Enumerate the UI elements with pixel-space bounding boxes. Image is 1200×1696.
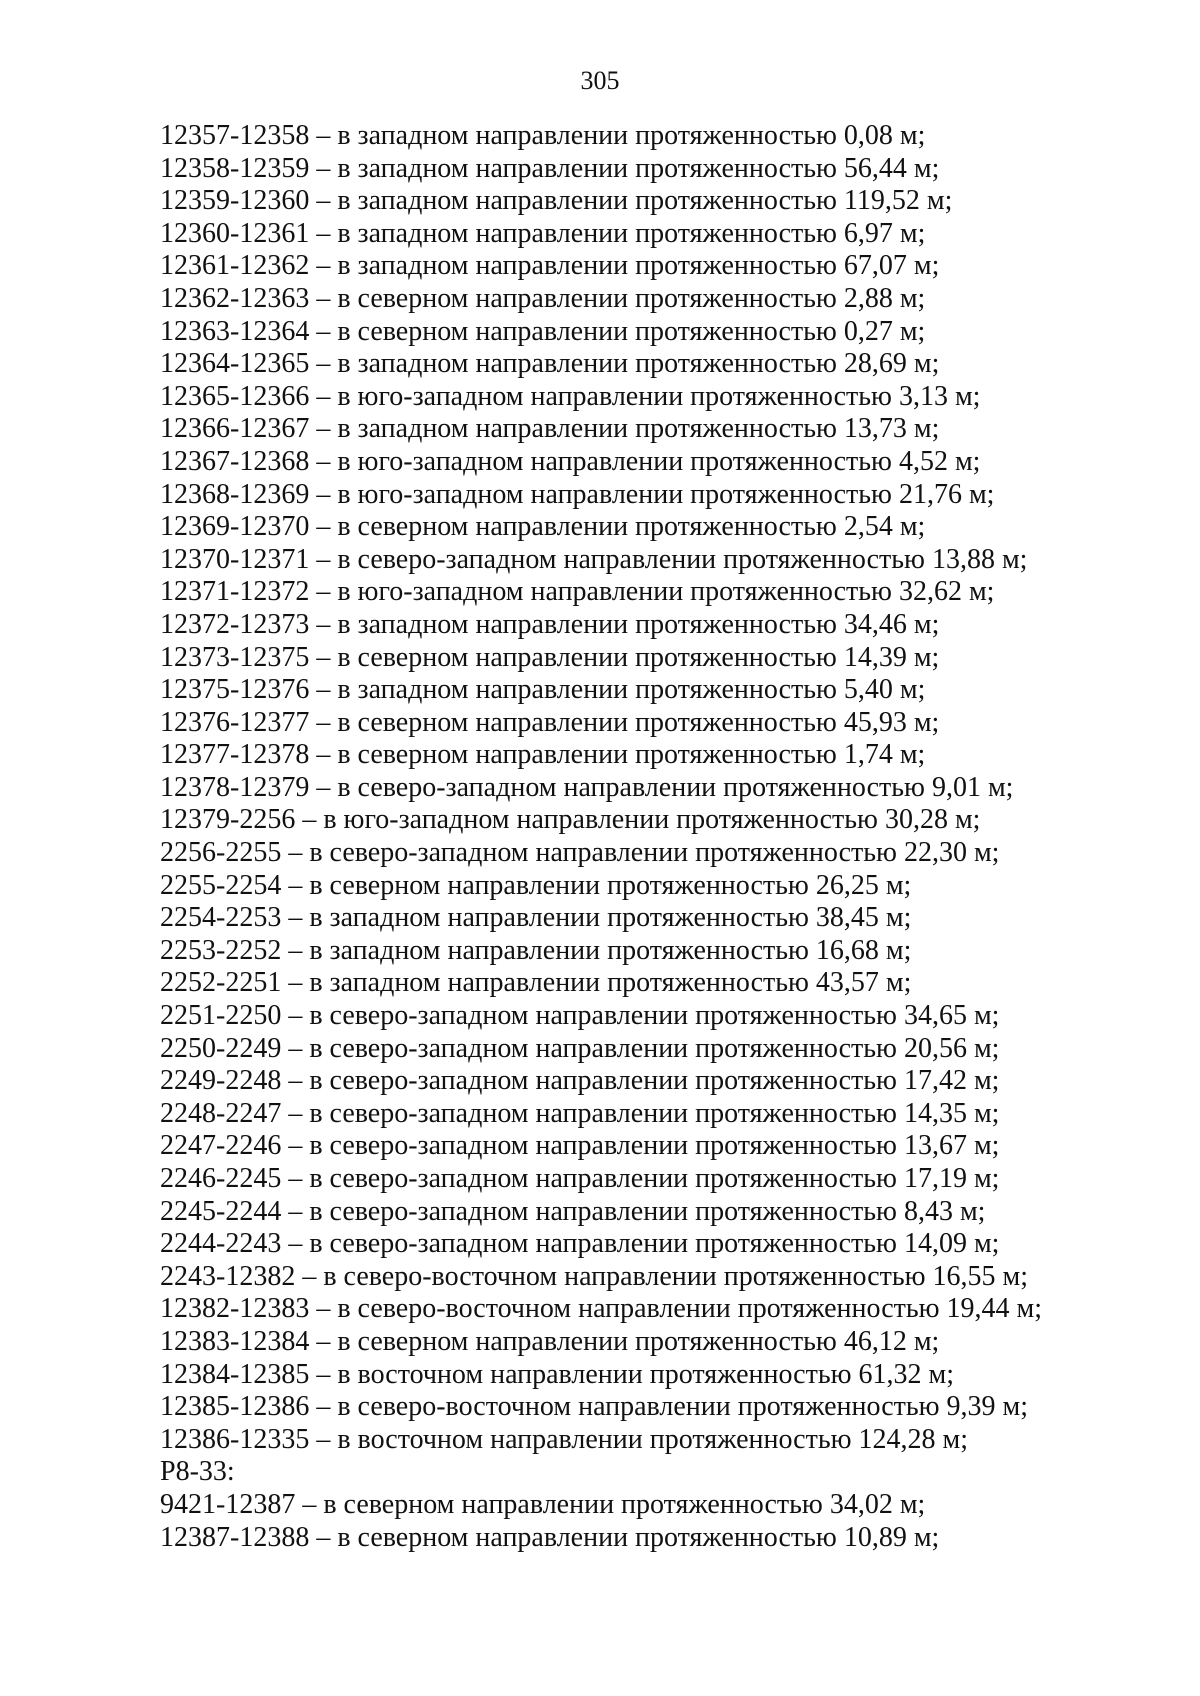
segment-line: 12369-12370 – в северном направлении протяженностью 2,54 м; [160,511,926,543]
segment-line: 2246-2245 – в северо-западном направлении протяженностью 17,19 м; [160,1163,1000,1194]
segment-line: 12378-12379 – в северо-западном направлении протяженностью 9,01 м; [160,771,1014,803]
segment-line: 2247-2246 – в северо-западном направлении протяженностью 13,67 м; [160,1130,1000,1162]
segment-line: 12379-2256 – в юго-западном направлении протяженностью 30,28 м; [160,804,981,836]
segment-line: 2255-2254 – в северном направлении протяженностью 26,25 м; [160,869,912,901]
segment-line: 12365-12366 – в юго-западном направлении протяженностью 3,13 м; [160,380,981,412]
segment-line: 2251-2250 – в северо-западном направлении протяженностью 34,65 м; [160,1000,1000,1032]
segment-line: 12372-12373 – в западном направлении протяженностью 34,46 м; [160,608,940,640]
segment-line: 12387-12388 – в северном направлении протяженностью 10,89 м; [160,1521,940,1553]
segment-line: 12384-12385 – в восточном направлении протяженностью 61,32 м; [160,1358,955,1390]
segment-line: 12364-12365 – в западном направлении протяженностью 28,69 м; [160,348,940,380]
segment-line: 2244-2243 – в северо-западном направлении протяженностью 14,09 м; [160,1228,1000,1260]
segment-line: 12359-12360 – в западном направлении протяженностью 119,52 м; [160,185,953,217]
segment-line: 12367-12368 – в юго-западном направлении протяженностью 4,52 м; [160,445,981,477]
segment-line: 12375-12376 – в западном направлении протяженностью 5,40 м; [160,674,926,706]
segment-line: 12360-12361 – в западном направлении протяженностью 6,97 м; [160,217,926,249]
document-body [160,120,1120,1554]
segment-line: 12358-12359 – в западном направлении протяженностью 56,44 м; [160,152,940,184]
segment-line: 12361-12362 – в западном направлении протяженностью 67,07 м; [160,250,940,282]
segment-line: 9421-12387 – в северном направлении протяженностью 34,02 м; [160,1488,926,1520]
segment-line: 12383-12384 – в северном направлении протяженностью 46,12 м; [160,1325,940,1357]
segment-line: 2254-2253 – в западном направлении протяженностью 38,45 м; [160,902,912,934]
segment-line: 12385-12386 – в северо-восточном направлении протяженностью 9,39 м; [160,1391,1029,1423]
segment-line: 12376-12377 – в северном направлении протяженностью 45,93 м; [160,706,940,738]
segment-line: 12373-12375 – в северном направлении протяженностью 14,39 м; [160,641,940,673]
segment-line: 2250-2249 – в северо-западном направлении протяженностью 20,56 м; [160,1032,1000,1064]
segment-line: 12386-12335 – в восточном направлении протяженностью 124,28 м; [160,1423,969,1455]
section-heading: Р8-33: [160,1456,235,1488]
segment-line: 2243-12382 – в северо-восточном направлении протяженностью 16,55 м; [160,1260,1029,1292]
segment-line: 2252-2251 – в западном направлении протяженностью 43,57 м; [160,967,912,999]
segment-line: 12363-12364 – в северном направлении протяженностью 0,27 м; [160,315,926,347]
segment-line: 12371-12372 – в юго-западном направлении протяженностью 32,62 м; [160,576,995,608]
segment-line: 2253-2252 – в западном направлении протяженностью 16,68 м; [160,934,912,966]
segment-line: 2249-2248 – в северо-западном направлении протяженностью 17,42 м; [160,1065,1000,1097]
segment-line: 12377-12378 – в северном направлении протяженностью 1,74 м; [160,739,926,771]
segment-line: 12362-12363 – в северном направлении протяженностью 2,88 м; [160,282,926,314]
segment-line: 12357-12358 – в западном направлении протяженностью 0,08 м; [160,120,926,151]
segment-line: 12370-12371 – в северо-западном направлении протяженностью 13,88 м; [160,543,1028,575]
segment-line: 12366-12367 – в западном направлении протяженностью 13,73 м; [160,413,940,445]
segment-line: 2248-2247 – в северо-западном направлении протяженностью 14,35 м; [160,1097,1000,1129]
segment-line: 2245-2244 – в северо-западном направлении протяженностью 8,43 м; [160,1195,986,1227]
segment-line: 2256-2255 – в северо-западном направлении протяженностью 22,30 м; [160,837,1000,869]
segment-line: 12382-12383 – в северо-восточном направлении протяженностью 19,44 м; [160,1293,1043,1325]
segment-line: 12368-12369 – в юго-западном направлении протяженностью 21,76 м; [160,478,995,510]
page-number: 305 [580,66,620,95]
